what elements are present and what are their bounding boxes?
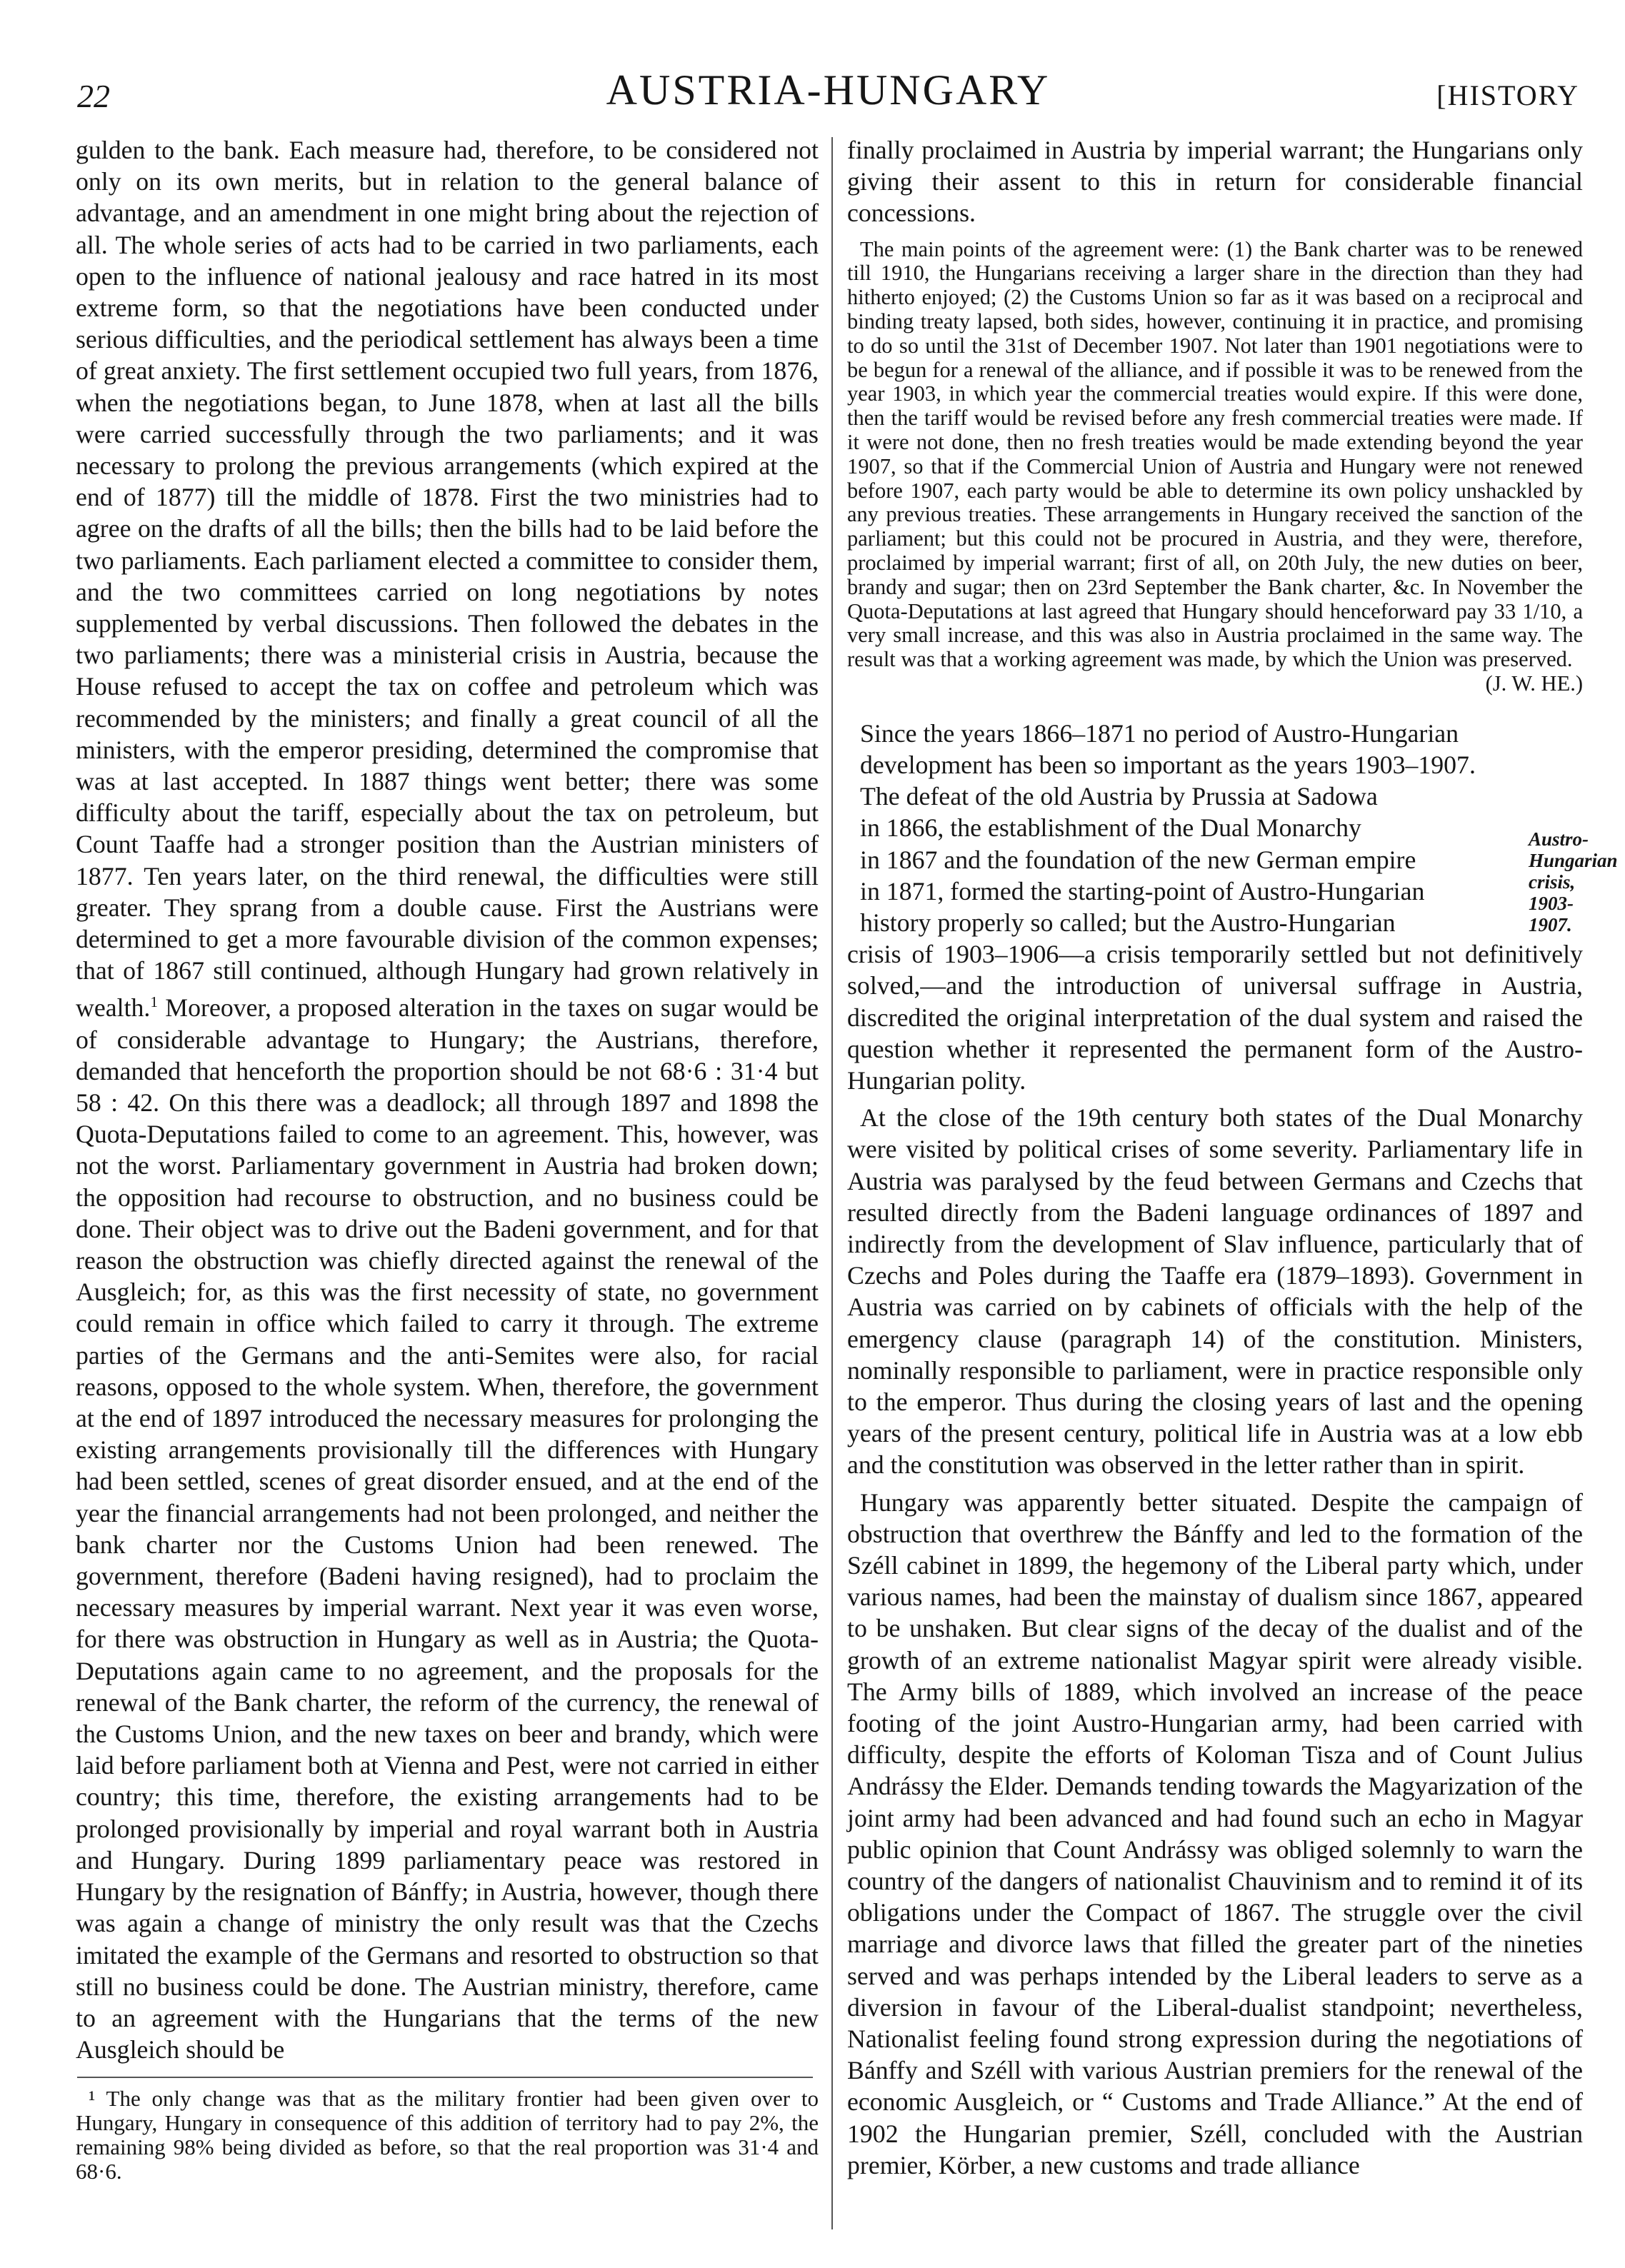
right-paragraph-intro: finally proclaimed in Austria by imperial warrant; the Hungarians only giving their assent to this in return for considerable financial concessions.: [847, 136, 1583, 228]
crisis-paragraph-rest: crisis of 1903–1906—a crisis temporarily settled but not definitively solved,—and the introduction of universal suffrage in Austria, discredited the original interpretation of the dual system and raised the question whether it represented the permanent form of the Austro-Hungarian polity.: [847, 940, 1583, 1095]
column-divider: [831, 137, 833, 2229]
right-column: [847, 134, 1583, 2181]
section-tag: [HISTORY: [1436, 79, 1579, 111]
hungary-paragraph: Hungary was apparently better situated. Despite the campaign of obstruction that overthrew the Bánffy and led to the formation of the Széll cabinet in 1899, the hegemony of the Liberal party which, under various names, had been the mainstay of dualism since 1867, appeared to be unshaken. But clear signs of the decay of the dualist and of the growth of an extreme nationalist Magyar spirit were already visible. The Army bills of 1889, which involved an increase of the peace footing of the joint Austro-Hungarian army, had been carried with difficulty, despite the efforts of Koloman Tisza and of Count Julius Andrássy the Elder. Demands tending towards the Magyarization of the joint army had been advanced and had found such an echo in Magyar public opinion that Count Andrássy was obliged solemnly to warn the country of the dangers of nationalist Chauvinism and to remind it of its obligations under the Compact of 1867. The struggle over the civil marriage and divorce laws that filled the greater part of the nineties served and was perhaps intended by the Liberal leaders to serve as a diversion in favour of the Liberal-dualist standpoint; nevertheless, Nationalist feeling found strong expression during the negotiations of Bánffy and Széll with various Austrian premiers for the renewal of the economic Ausgleich, or “ Customs and Trade Alliance.” At the end of 1902 the Hungarian premier, Széll, concluded with the Austrian premier, Körber, a new customs and trade alliance: [847, 1487, 1583, 2179]
author-signature: (J. W. HE.): [1485, 671, 1583, 696]
left-column: [76, 134, 819, 2065]
crisis-intro: [847, 718, 1583, 1096]
marginal-note: Austro- Hungarian crisis, 1903- 1907.: [1529, 828, 1618, 935]
footnote-marker[interactable]: 1: [150, 993, 159, 1011]
agreement-points-paragraph: The main points of the agreement were: (1) the Bank charter was to be renewed till 1910, the Hungarians receiving a larger share in the direction than they had hitherto enjoyed; (2) the Customs Union so far as it was based on a reciprocal and binding treaty lapsed, both sides, however, continuing it in practice, and promising to do so until the 31st of December 1907. Not later than 1901 negotiations were to be begun for a renewal of the alliance, and if possible it was to be renewed from the year 1903, in which year the commercial treaties would expire. If this were done, then the tariff would be revised before any fresh commercial treaties were made. If it were not done, then no fresh treaties would be made extending beyond the year 1907, so that if the Commercial Union of Austria and Hungary were not renewed before 1907, each party would be able to determine its own policy unshackled by any previous treaties. These arrangements in Hungary received the sanction of the parliament; but this could not be procured in Austria, and they were, therefore, proclaimed by imperial warrant; first of all, on 20th July, the new duties on beer, brandy and sugar; then on 23rd September the Bank charter, &c. In November the Quota-Deputations at last agreed that Hungary should henceforward pay 33 1/10, a very small increase, and this was also in Austria proclaimed in the same way. The result was that a working agreement was made, by which the Union was preserved. (J. W. HE.): [847, 236, 1583, 696]
footnote-divider: [77, 2077, 813, 2078]
crisis-paragraph-lines: Since the years 1866–1871 no period of Austro-Hungarian development has been so important as the years 1903–1907. The defeat of the old Austria by Prussia at Sadowa in 1866, the establishment of the Dual Monarchy in 1867 and the foundation of the new German empire in 1871, formed the starting-point of Austro-Hungarian history properly so called; but the Austro-Hungarian: [860, 718, 1476, 937]
page-number: 22: [77, 78, 110, 114]
left-paragraph: gulden to the bank. Each measure had, therefore, to be considered not only on its own merits, but in relation to the general balance of advantage, and an amendment in one might bring about the rejection of all. The whole series of acts had to be carried in two parliaments, each open to the influence of national jealousy and race hatred in its most extreme form, so that the negotiations have been conducted under serious difficulties, and the periodical settlement has always been a time of great anxiety. The first settlement occupied two full years, from 1876, when the negotiations began, to June 1878, when at last all the bills were carried successfully through the two parliaments; and it was necessary to prolong the previous arrangements (which expired at the end of 1877) till the middle of 1878. First the two ministries had to agree on the drafts of all the bills; then the bills had to be laid before the two parliaments. Each parliament elected a committee to consider them, and the two committees carried on long negotiations by notes supplemented by verbal discussions. Then followed the debates in the two parliaments; there was a ministerial crisis in Austria, because the House refused to accept the tax on coffee and petroleum which was recommended by the ministers; and finally a great council of all the ministers, with the emperor presiding, determined the compromise that was at last accepted. In 1887 things went better; there was some difficulty about the tariff, especially about the tax on petroleum, but Count Taaffe had a stronger position than the Austrian ministers of 1877. Ten years later, on the third renewal, the difficulties were still greater. They sprang from a double cause. First the Austrians were determined to get a more favourable division of the common expenses; that of 1867 still continued, although Hungary had grown relatively in wealth.$^1$ Moreover, a proposed alteration in the taxes on sugar would be of considerable advantage to Hungary; the Austrians, therefore, demanded that henceforth the proportion should be not 68·6 : 31·4 but 58 : 42. On this there was a deadlock; all through 1897 and 1898 the Quota-Deputations failed to come to an agreement. This, however, was not the worst. Parliamentary government in Austria had broken down; the opposition had recourse to obstruction, and no business could be done. Their object was to drive out the Badeni government, and for that reason the obstruction was chiefly directed against the renewal of the Ausgleich; for, as this was the first necessity of state, no government could remain in office which failed to carry it through. The extreme parties of the Germans and the anti-Semites were also, for racial reasons, opposed to the whole system. When, therefore, the government at the end of 1897 introduced the necessary measures for prolonging the existing arrangements provisionally till the differences with Hungary had been settled, scenes of great disorder ensued, and at the end of the year the financial arrangements had not been prolonged, and neither the bank charter nor the Customs Union had been renewed. The government, therefore (Badeni having resigned), had to proclaim the necessary measures by imperial warrant. Next year it was even worse, for there was obstruction in Hungary as well as in Austria; the Quota-Deputations again came to no agreement, and the proposals for the renewal of the Bank charter, the reform of the currency, the renewal of the Customs Union, and the new taxes on beer and brandy, which were laid before parliament both at Vienna and Pest, were not carried in either country; this time, therefore, the existing arrangements had to be prolonged provisionally by imperial and royal warrant both in Austria and Hungary. During 1899 parliamentary peace was restored in Hungary by the resignation of Bánffy; in Austria, however, though there was again a change of ministry the only result was that the Czechs imitated the example of the Germans and resorted to obstruction so that still no business could be done. The Austrian ministry, therefore, came to an agreement with the Hungarians that the terms of the new Ausgleich should be: [76, 136, 819, 2064]
running-header: [77, 66, 1579, 116]
page-title: AUSTRIA-HUNGARY: [606, 66, 1051, 114]
footnote: ¹ The only change was that as the military frontier had been given over to Hungary, Hungary in consequence of this addition of territory had to pay 2%, the remaining 98% being divided as before, so that the real proportion was 31·4 and 68·6.: [76, 2086, 819, 2184]
crisis-close-paragraph: At the close of the 19th century both states of the Dual Monarchy were visited by political crises of some severity. Parliamentary life in Austria was paralysed by the feud between Germans and Czechs that resulted directly from the Badeni language ordinances of 1897 and indirectly from the development of Slav influence, particularly that of Czechs and Poles during the Taaffe era (1879–1893). Government in Austria was carried on by cabinets of officials with the help of the emergency clause (paragraph 14) of the constitution. Ministers, nominally responsible to parliament, were in practice responsible only to the emperor. Thus during the closing years of last and the opening years of the present century, political life in Austria was at a low ebb and the constitution was observed in the letter rather than in spirit.: [847, 1103, 1583, 1480]
